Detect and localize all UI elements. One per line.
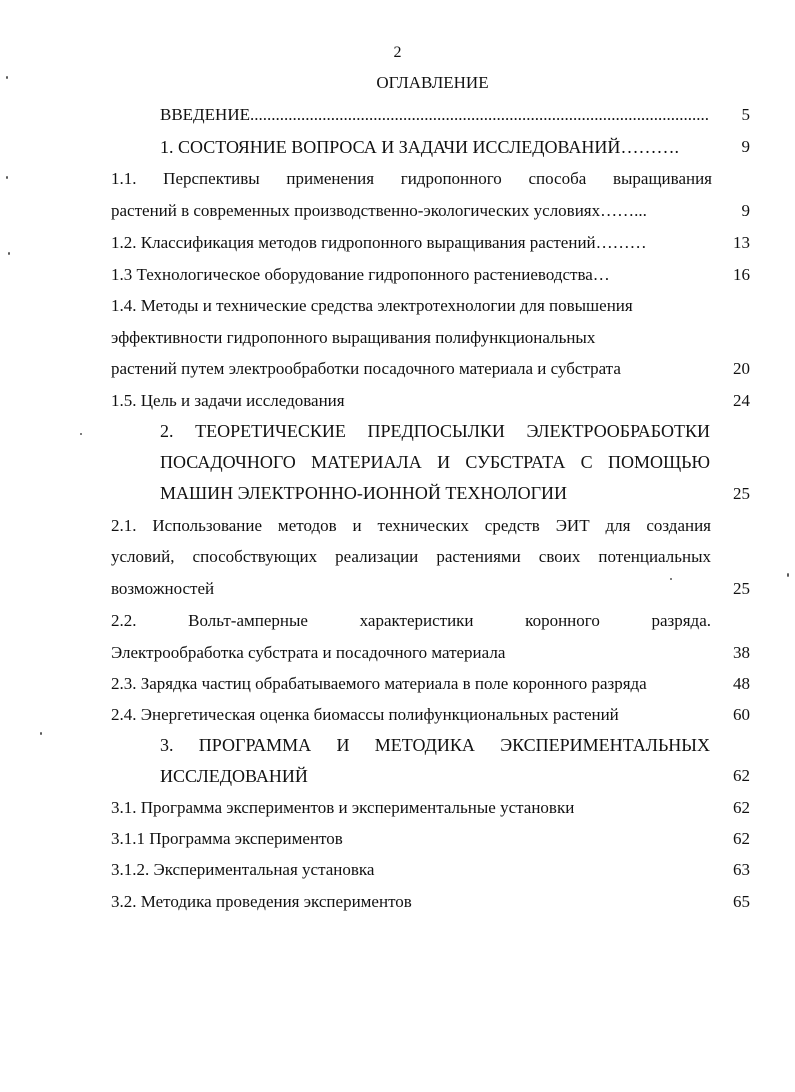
toc-entry-2-1[interactable] [111, 516, 711, 536]
toc-entry-2-1-line2 [111, 547, 711, 567]
toc-page: 38 [733, 643, 750, 662]
toc-page: 16 [733, 265, 750, 284]
toc-entry-text: ПОСАДОЧНОГО МАТЕРИАЛА И СУБСТРАТА С ПОМОЩЬЮ [160, 452, 710, 472]
toc-page: 62 [733, 766, 750, 785]
toc-page: 9 [741, 137, 750, 156]
scan-speck [787, 573, 789, 577]
toc-page: 13 [733, 233, 750, 252]
toc-entry-3-1[interactable]: 3.1. Программа экспериментов и экспериментальные установки [111, 798, 575, 817]
toc-entry-1-3[interactable]: 1.3 Технологическое оборудование гидропонного растениеводства… [111, 265, 610, 284]
toc-page: 63 [733, 860, 750, 879]
toc-entry-text: 3. ПРОГРАММА И МЕТОДИКА ЭКСПЕРИМЕНТАЛЬНЫХ [160, 735, 710, 755]
toc-entry-chapter-2-line3: МАШИН ЭЛЕКТРОННО-ИОННОЙ ТЕХНОЛОГИИ [160, 483, 568, 503]
scan-speck [6, 176, 8, 179]
toc-page: 9 [741, 201, 750, 220]
toc-entry-1-2[interactable]: 1.2. Классификация методов гидропонного выращивания растений……… [111, 233, 647, 252]
toc-entry-chapter-2[interactable] [160, 421, 710, 442]
toc-leader-dots: ………. [620, 137, 679, 157]
toc-entry-chapter-3-line2: ИССЛЕДОВАНИЙ [160, 766, 308, 786]
toc-entry-chapter-2-line2 [160, 452, 710, 473]
toc-entry-3-2[interactable]: 3.2. Методика проведения экспериментов [111, 892, 412, 911]
scan-speck [670, 578, 672, 580]
toc-page: 25 [733, 484, 750, 503]
toc-entry-text: 1.1. Перспективы применения гидропонного способа выращивания [111, 169, 712, 188]
toc-entry-text: ВВЕДЕНИЕ [160, 105, 250, 124]
toc-entry-text: 2.1. Использование методов и технических средств ЭИТ для создания [111, 516, 711, 535]
toc-entry-2-2[interactable] [111, 611, 711, 631]
toc-page: 48 [733, 674, 750, 693]
toc-entry-1-4[interactable]: 1.4. Методы и технические средства электротехнологии для повышения [111, 296, 633, 315]
toc-entry-intro[interactable] [160, 105, 708, 125]
toc-entry-1-1[interactable] [111, 169, 712, 189]
toc-page: 60 [733, 705, 750, 724]
scan-speck [8, 252, 10, 255]
toc-page: 62 [733, 829, 750, 848]
scan-speck [40, 732, 42, 735]
toc-page: 24 [733, 391, 750, 410]
toc-page: 25 [733, 579, 750, 598]
toc-entry-text: условий, способствующих реализации растениями своих потенциальных [111, 547, 711, 566]
toc-entry-1-5[interactable]: 1.5. Цель и задачи исследования [111, 391, 345, 410]
toc-entry-3-1-1[interactable]: 3.1.1 Программа экспериментов [111, 829, 343, 848]
toc-entry-1-1-line2: растений в современных производственно-экологических условиях……... [111, 201, 647, 220]
scan-speck [80, 433, 82, 435]
toc-entry-1-4-line2: эффективности гидропонного выращивания полифункциональных [111, 328, 596, 347]
toc-entry-2-3[interactable]: 2.3. Зарядка частиц обрабатываемого материала в поле коронного разряда [111, 674, 647, 693]
toc-leader-dots [250, 105, 708, 125]
toc-entry-2-2-line2: Электрообработка субстрата и посадочного материала [111, 643, 506, 662]
toc-page: 5 [741, 105, 750, 124]
toc-entry-text: 1. СОСТОЯНИЕ ВОПРОСА И ЗАДАЧИ ИССЛЕДОВАНИЙ [160, 137, 621, 157]
toc-entry-1-4-line3: растений путем электрообработки посадочного материала и субстрата [111, 359, 621, 378]
toc-page: 62 [733, 798, 750, 817]
toc-entry-3-1-2[interactable]: 3.1.2. Экспериментальная установка [111, 860, 375, 879]
toc-entry-chapter-1[interactable] [160, 137, 679, 158]
toc-entry-chapter-3[interactable] [160, 735, 710, 756]
toc-entry-2-1-line3: возможностей [111, 579, 215, 598]
toc-entry-2-4[interactable]: 2.4. Энергетическая оценка биомассы полифункциональных растений [111, 705, 619, 724]
scan-speck [6, 76, 8, 79]
page-number: 2 [393, 44, 402, 61]
toc-entry-text: 2.2. Вольт-амперные характеристики коронного разряда. [111, 611, 711, 630]
page-title: ОГЛАВЛЕНИЕ [376, 73, 489, 92]
toc-page: 65 [733, 892, 750, 911]
toc-page: 20 [733, 359, 750, 378]
toc-entry-text: 2. ТЕОРЕТИЧЕСКИЕ ПРЕДПОСЫЛКИ ЭЛЕКТРООБРАБОТКИ [160, 421, 710, 441]
